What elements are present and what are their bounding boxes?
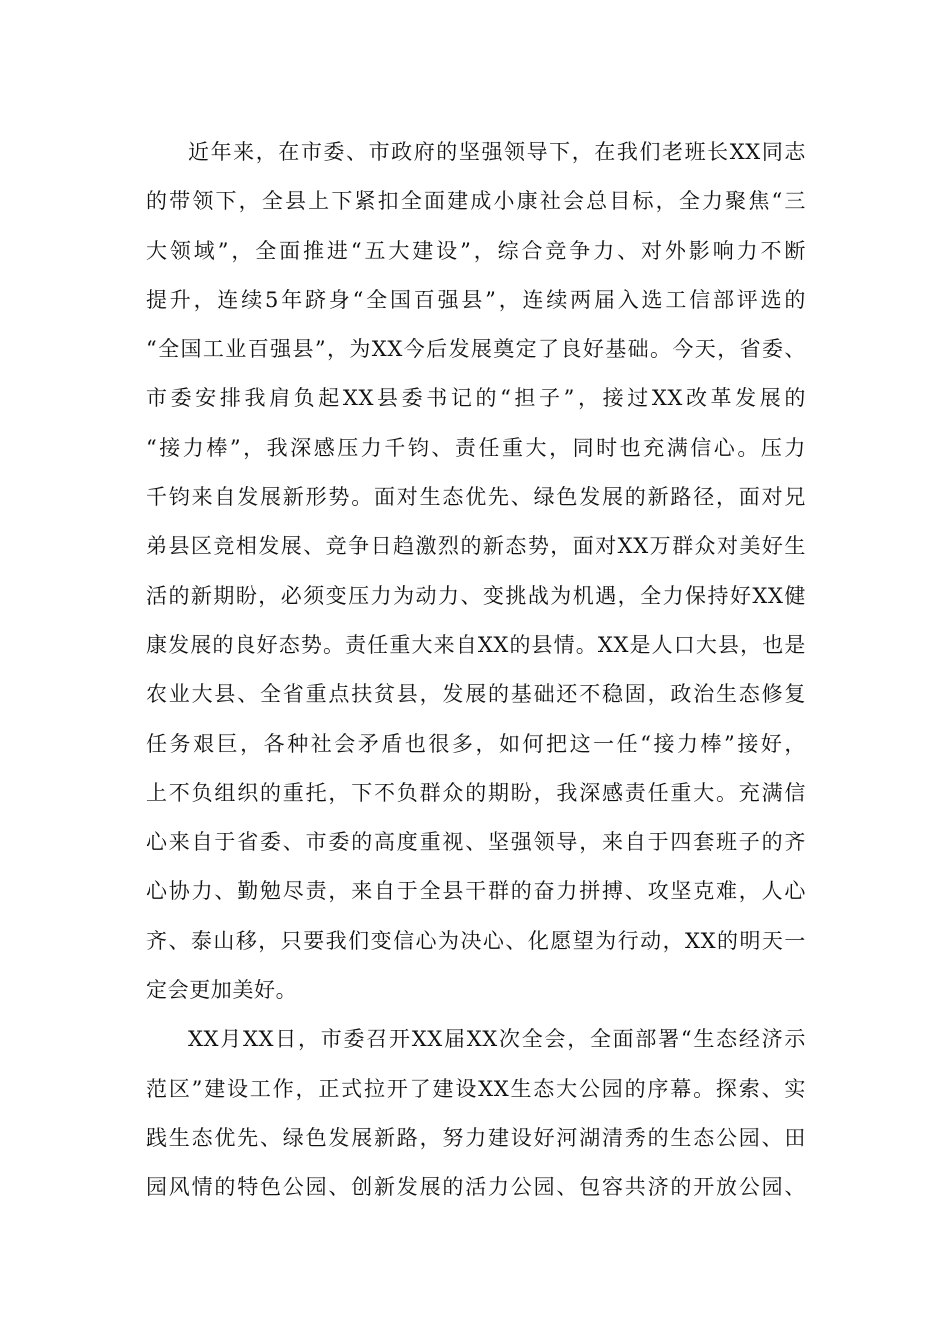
paragraph-line: 任务艰巨，各种社会矛盾也很多，如何把这一任“接力棒”接好， — [146, 731, 806, 756]
paragraph-line: 的带领下，全县上下紧扣全面建成小康社会总目标，全力聚焦“三 — [146, 189, 806, 214]
paragraph-line: 范区”建设工作，正式拉开了建设XX生态大公园的序幕。探索、实 — [146, 1076, 806, 1101]
paragraph-line: 园风情的特色公园、创新发展的活力公园、包容共济的开放公园、 — [146, 1175, 806, 1200]
paragraph-line: XX月XX日，市委召开XX届XX次全会，全面部署“生态经济示 — [188, 1027, 806, 1052]
paragraph-line: 农业大县、全省重点扶贫县，发展的基础还不稳固，政治生态修复 — [146, 682, 806, 707]
paragraph-line: 千钧来自发展新形势。面对生态优先、绿色发展的新路径，面对兄 — [146, 485, 806, 510]
paragraph-line: 齐、泰山移，只要我们变信心为决心、化愿望为行动，XX的明天一 — [146, 928, 806, 953]
paragraph-2 — [146, 1015, 806, 1212]
paragraph-line: 心协力、勤勉尽责，来自于全县干群的奋力拼搏、攻坚克难，人心 — [146, 879, 806, 904]
paragraph-line: 践生态优先、绿色发展新路，努力建设好河湖清秀的生态公园、田 — [146, 1125, 806, 1150]
document-body — [146, 128, 806, 1213]
paragraph-line: 康发展的良好态势。责任重大来自XX的县情。XX是人口大县，也是 — [146, 632, 806, 657]
paragraph-line: “接力棒”，我深感压力千钧、责任重大，同时也充满信心。压力 — [146, 435, 806, 460]
paragraph-line: 弟县区竞相发展、竞争日趋激烈的新态势，面对XX万群众对美好生 — [146, 534, 806, 559]
paragraph-line: 大领域”，全面推进“五大建设”，综合竞争力、对外影响力不断 — [146, 238, 806, 263]
paragraph-line: 定会更加美好。 — [146, 978, 298, 1003]
paragraph-line: 提升，连续5年跻身“全国百强县”，连续两届入选工信部评选的 — [146, 287, 806, 312]
paragraph-1 — [146, 128, 806, 1015]
paragraph-line: 上不负组织的重托，下不负群众的期盼，我深感责任重大。充满信 — [146, 780, 806, 805]
paragraph-line: “全国工业百强县”，为XX今后发展奠定了良好基础。今天，省委、 — [146, 337, 806, 362]
paragraph-line: 心来自于省委、市委的高度重视、坚强领导，来自于四套班子的齐 — [146, 830, 806, 855]
paragraph-line: 近年来，在市委、市政府的坚强领导下，在我们老班长XX同志 — [188, 140, 806, 164]
paragraph-line: 市委安排我肩负起XX县委书记的“担子”，接过XX改革发展的 — [146, 386, 806, 411]
paragraph-line: 活的新期盼，必须变压力为动力、变挑战为机遇，全力保持好XX健 — [146, 583, 806, 608]
